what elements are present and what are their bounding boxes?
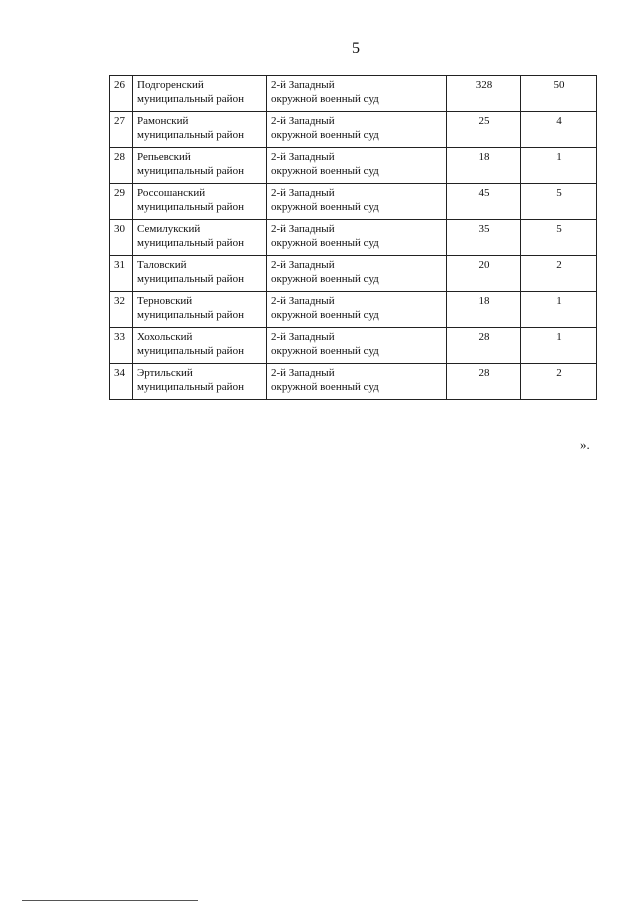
table-row: [110, 292, 597, 328]
table-row: [110, 112, 597, 148]
value-b-cell: 4: [521, 112, 597, 148]
table-row: [110, 184, 597, 220]
row-number-cell: 34: [110, 364, 133, 400]
table-row: [110, 220, 597, 256]
footer-divider: [22, 900, 198, 901]
table-row: [110, 256, 597, 292]
district-cell: [133, 292, 267, 328]
value-a-cell: 328: [447, 76, 521, 112]
row-number-cell: 33: [110, 328, 133, 364]
district-name-line: Подгоренский: [137, 79, 204, 91]
district-name-line: муниципальный район: [137, 381, 244, 393]
court-name-line: 2-й Западный: [271, 79, 335, 91]
row-number-cell: 29: [110, 184, 133, 220]
value-b-cell: 1: [521, 328, 597, 364]
value-b-cell: 5: [521, 220, 597, 256]
court-cell: [267, 328, 447, 364]
page-number: 5: [352, 40, 360, 57]
district-name-line: муниципальный район: [137, 201, 244, 213]
value-a-cell: 18: [447, 148, 521, 184]
value-b-cell: 1: [521, 292, 597, 328]
court-name-line: 2-й Западный: [271, 367, 335, 379]
district-name-line: муниципальный район: [137, 165, 244, 177]
value-a-cell: 28: [447, 328, 521, 364]
district-court-table: [109, 75, 597, 400]
table-row: [110, 364, 597, 400]
table-row: [110, 76, 597, 112]
court-cell: [267, 76, 447, 112]
court-cell: [267, 292, 447, 328]
row-number-cell: 31: [110, 256, 133, 292]
district-name-line: Рамонский: [137, 115, 189, 127]
court-cell: [267, 364, 447, 400]
court-name-line: 2-й Западный: [271, 115, 335, 127]
court-name-line: окружной военный суд: [271, 165, 379, 177]
value-b-cell: 5: [521, 184, 597, 220]
value-b-cell: 2: [521, 364, 597, 400]
court-name-line: 2-й Западный: [271, 259, 335, 271]
row-number-cell: 30: [110, 220, 133, 256]
closing-quote-mark: ».: [580, 437, 590, 452]
court-name-line: окружной военный суд: [271, 345, 379, 357]
district-name-line: Хохольский: [137, 331, 193, 343]
court-name-line: окружной военный суд: [271, 273, 379, 285]
district-cell: [133, 112, 267, 148]
table-row: [110, 148, 597, 184]
value-b-cell: 2: [521, 256, 597, 292]
value-a-cell: 35: [447, 220, 521, 256]
district-name-line: Таловский: [137, 259, 187, 271]
district-name-line: Семилукский: [137, 223, 201, 235]
court-name-line: окружной военный суд: [271, 381, 379, 393]
court-cell: [267, 184, 447, 220]
district-cell: [133, 76, 267, 112]
value-b-cell: 1: [521, 148, 597, 184]
value-a-cell: 45: [447, 184, 521, 220]
district-name-line: Репьевский: [137, 151, 191, 163]
court-name-line: 2-й Западный: [271, 331, 335, 343]
value-a-cell: 25: [447, 112, 521, 148]
row-number-cell: 32: [110, 292, 133, 328]
district-name-line: муниципальный район: [137, 129, 244, 141]
district-cell: [133, 184, 267, 220]
district-cell: [133, 328, 267, 364]
district-cell: [133, 256, 267, 292]
district-cell: [133, 220, 267, 256]
court-name-line: 2-й Западный: [271, 295, 335, 307]
district-name-line: муниципальный район: [137, 237, 244, 249]
court-name-line: окружной военный суд: [271, 93, 379, 105]
district-name-line: Терновский: [137, 295, 193, 307]
court-cell: [267, 112, 447, 148]
court-name-line: 2-й Западный: [271, 187, 335, 199]
court-name-line: окружной военный суд: [271, 201, 379, 213]
value-b-cell: 50: [521, 76, 597, 112]
district-cell: [133, 364, 267, 400]
district-cell: [133, 148, 267, 184]
district-name-line: муниципальный район: [137, 93, 244, 105]
district-name-line: Россошанский: [137, 187, 206, 199]
value-a-cell: 20: [447, 256, 521, 292]
value-a-cell: 18: [447, 292, 521, 328]
district-name-line: муниципальный район: [137, 273, 244, 285]
court-cell: [267, 256, 447, 292]
table-body: [110, 76, 597, 400]
court-cell: [267, 220, 447, 256]
court-cell: [267, 148, 447, 184]
court-name-line: 2-й Западный: [271, 223, 335, 235]
row-number-cell: 28: [110, 148, 133, 184]
district-name-line: Эртильский: [137, 367, 193, 379]
district-name-line: муниципальный район: [137, 309, 244, 321]
district-name-line: муниципальный район: [137, 345, 244, 357]
value-a-cell: 28: [447, 364, 521, 400]
court-name-line: окружной военный суд: [271, 129, 379, 141]
row-number-cell: 27: [110, 112, 133, 148]
court-name-line: окружной военный суд: [271, 237, 379, 249]
table-row: [110, 328, 597, 364]
court-name-line: окружной военный суд: [271, 309, 379, 321]
row-number-cell: 26: [110, 76, 133, 112]
court-name-line: 2-й Западный: [271, 151, 335, 163]
